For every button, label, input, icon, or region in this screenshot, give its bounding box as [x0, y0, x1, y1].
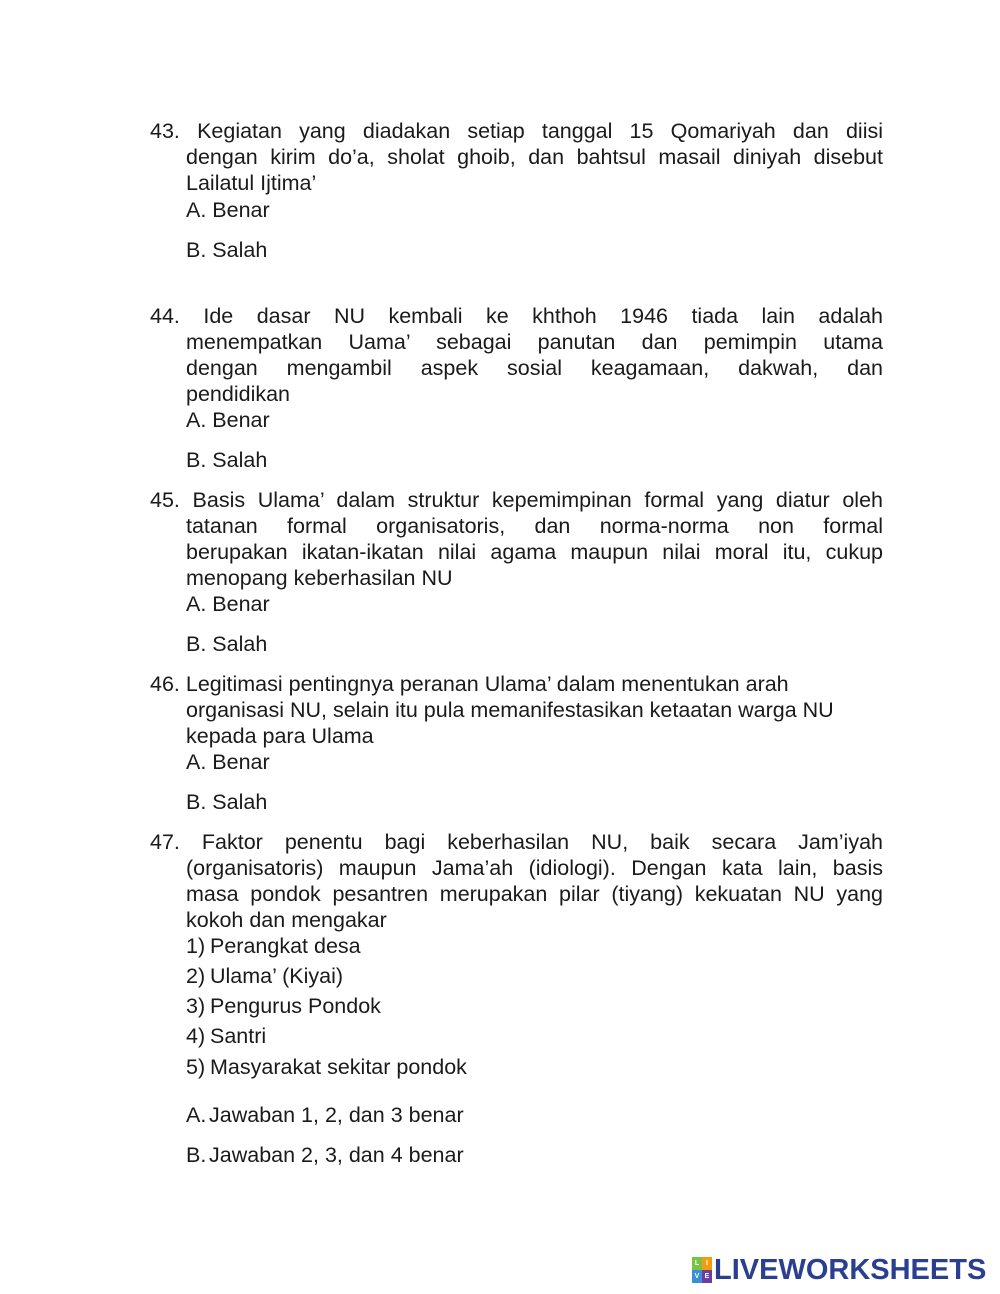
list-item: 2) Ulama’ (Kiyai)	[186, 964, 343, 988]
question-text-line: Lailatul Ijtima’	[186, 171, 317, 195]
question-text-line: tatanan formal organisatoris, dan norma-norma non formal	[186, 514, 883, 538]
question-text-line: pendidikan	[186, 382, 291, 406]
liveworksheets-logo-icon: L I V E	[692, 1257, 712, 1283]
list-item: 5) Masyarakat sekitar pondok	[186, 1055, 467, 1079]
question-47	[150, 829, 883, 933]
question-text-line: 43. Kegiatan yang diadakan setiap tanggal 15 Qomariyah dan diisi	[150, 119, 883, 143]
option-a-benar[interactable]: A. Benar	[186, 750, 270, 774]
question-text-line: dengan mengambil aspek sosial keagamaan, dakwah, dan	[186, 356, 883, 380]
option-b-salah[interactable]: B. Salah	[186, 632, 268, 656]
list-item: 1) Perangkat desa	[186, 934, 361, 958]
option-a-benar[interactable]: A. Benar	[186, 408, 270, 432]
liveworksheets-logo	[692, 1255, 986, 1285]
question-number: 46.	[150, 672, 180, 696]
question-text-line: 45. Basis Ulama’ dalam struktur kepemimpinan formal yang diatur oleh	[150, 488, 883, 512]
option-b-salah[interactable]: B. Salah	[186, 790, 268, 814]
option-a-benar[interactable]: A. Benar	[186, 592, 270, 616]
list-item: 4) Santri	[186, 1024, 267, 1048]
question-text-line: dengan kirim do’a, sholat ghoib, dan bahtsul masail diniyah disebut	[186, 145, 883, 169]
question-text-line: kepada para Ulama	[186, 724, 374, 748]
question-45	[150, 487, 883, 591]
question-text-line: masa pondok pesantren merupakan pilar (tiyang) kekuatan NU yang	[186, 882, 883, 906]
question-number: 44.	[150, 304, 180, 328]
question-text-line: berupakan ikatan-ikatan nilai agama maupun nilai moral itu, cukup	[186, 540, 883, 564]
option-a-benar[interactable]: A. Benar	[186, 198, 270, 222]
option-b-answer[interactable]: B. Jawaban 2, 3, dan 4 benar	[186, 1143, 464, 1167]
question-number: 45.	[150, 488, 180, 512]
question-number: 47.	[150, 830, 180, 854]
question-text-line: 46. Legitimasi pentingnya peranan Ulama’ dalam menentukan arah	[150, 672, 789, 696]
option-a-answer[interactable]: A. Jawaban 1, 2, dan 3 benar	[186, 1103, 464, 1127]
logo-text: LIVEWORKSHEETS	[714, 1253, 987, 1286]
question-44	[150, 303, 883, 407]
question-text-line: 44. Ide dasar NU kembali ke khthoh 1946 tiada lain adalah	[150, 304, 883, 328]
option-b-salah[interactable]: B. Salah	[186, 448, 268, 472]
question-text-line: menopang keberhasilan NU	[186, 566, 453, 590]
question-text-line: kokoh dan mengakar	[186, 908, 387, 932]
option-b-salah[interactable]: B. Salah	[186, 238, 268, 262]
question-43	[150, 118, 883, 196]
question-text-line: organisasi NU, selain itu pula memanifestasikan ketaatan warga NU	[186, 698, 834, 722]
question-text-line: menempatkan Uama’ sebagai panutan dan pemimpin utama	[186, 330, 883, 354]
list-item: 3) Pengurus Pondok	[186, 994, 381, 1018]
question-text-line: 47. Faktor penentu bagi keberhasilan NU, baik secara Jam’iyah	[150, 830, 883, 854]
question-text-line: (organisatoris) maupun Jama’ah (idiologi). Dengan kata lain, basis	[186, 856, 883, 880]
question-number: 43.	[150, 119, 180, 143]
question-46	[150, 671, 883, 749]
